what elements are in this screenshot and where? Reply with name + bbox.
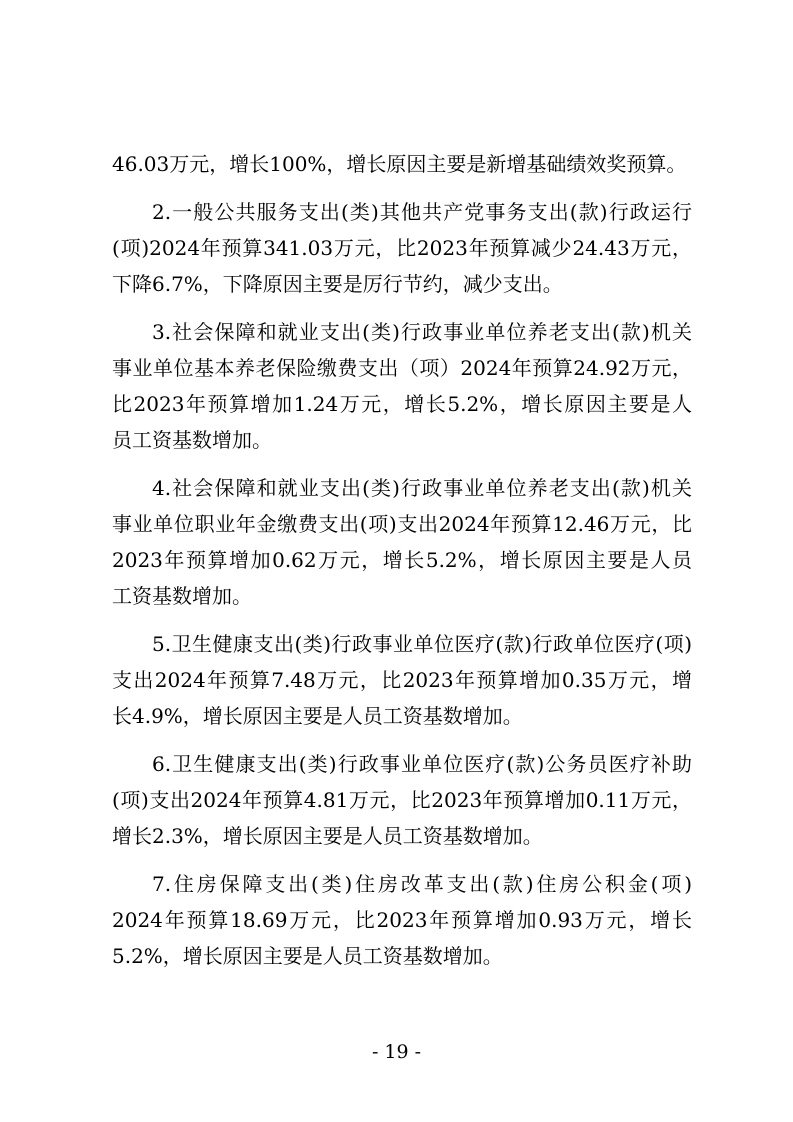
text-line: 5.2%，增长原因主要是人员工资基数增加。 xyxy=(112,944,503,968)
document-body xyxy=(112,146,692,986)
text-line: 事业单位基本养老保险缴费支出（项）2024年预算24.92万元， xyxy=(112,356,692,380)
text-line: 3.社会保障和就业支出(类)行政事业单位养老支出(款)机关 xyxy=(152,320,692,344)
paragraph-item-5 xyxy=(112,626,692,734)
text-line: 工资基数增加。 xyxy=(112,584,252,608)
text-line: 下降6.7%，下降原因主要是厉行节约，减少支出。 xyxy=(112,272,563,296)
text-line: (项)2024年预算341.03万元，比2023年预算减少24.43万元， xyxy=(112,236,692,260)
text-line: (项)支出2024年预算4.81万元，比2023年预算增加0.11万元， xyxy=(112,788,692,812)
text-line: 2023年预算增加0.62万元，增长5.2%，增长原因主要是人员 xyxy=(112,548,692,572)
text-line: 增长2.3%，增长原因主要是人员工资基数增加。 xyxy=(112,824,543,848)
text-line: 2.一般公共服务支出(类)其他共产党事务支出(款)行政运行 xyxy=(152,200,692,224)
text-line: 支出2024年预算7.48万元，比2023年预算增加0.35万元，增 xyxy=(112,668,692,692)
text-line: 6.卫生健康支出(类)行政事业单位医疗(款)公务员医疗补助 xyxy=(152,752,692,776)
text-line: 5.卫生健康支出(类)行政事业单位医疗(款)行政单位医疗(项) xyxy=(152,632,692,656)
paragraph-item-4 xyxy=(112,470,692,614)
text-line: 长4.9%，增长原因主要是人员工资基数增加。 xyxy=(112,704,523,728)
paragraph-item-6 xyxy=(112,746,692,854)
paragraph-continuation xyxy=(112,146,692,182)
text-line: 7.住房保障支出(类)住房改革支出(款)住房公积金(项) xyxy=(152,872,692,896)
page-number: - 19 - xyxy=(371,1041,422,1063)
text-line: 2024年预算18.69万元，比2023年预算增加0.93万元，增长 xyxy=(112,908,692,932)
text-line: 事业单位职业年金缴费支出(项)支出2024年预算12.46万元，比 xyxy=(112,512,692,536)
text-line: 4.社会保障和就业支出(类)行政事业单位养老支出(款)机关 xyxy=(152,476,692,500)
paragraph-item-7 xyxy=(112,866,692,974)
text-line: 员工资基数增加。 xyxy=(112,428,272,452)
text-line: 比2023年预算增加1.24万元，增长5.2%，增长原因主要是人 xyxy=(112,392,692,416)
text-line: 46.03万元，增长100%，增长原因主要是新增基础绩效奖预算。 xyxy=(112,152,687,176)
paragraph-item-3 xyxy=(112,314,692,458)
paragraph-item-2 xyxy=(112,194,692,302)
